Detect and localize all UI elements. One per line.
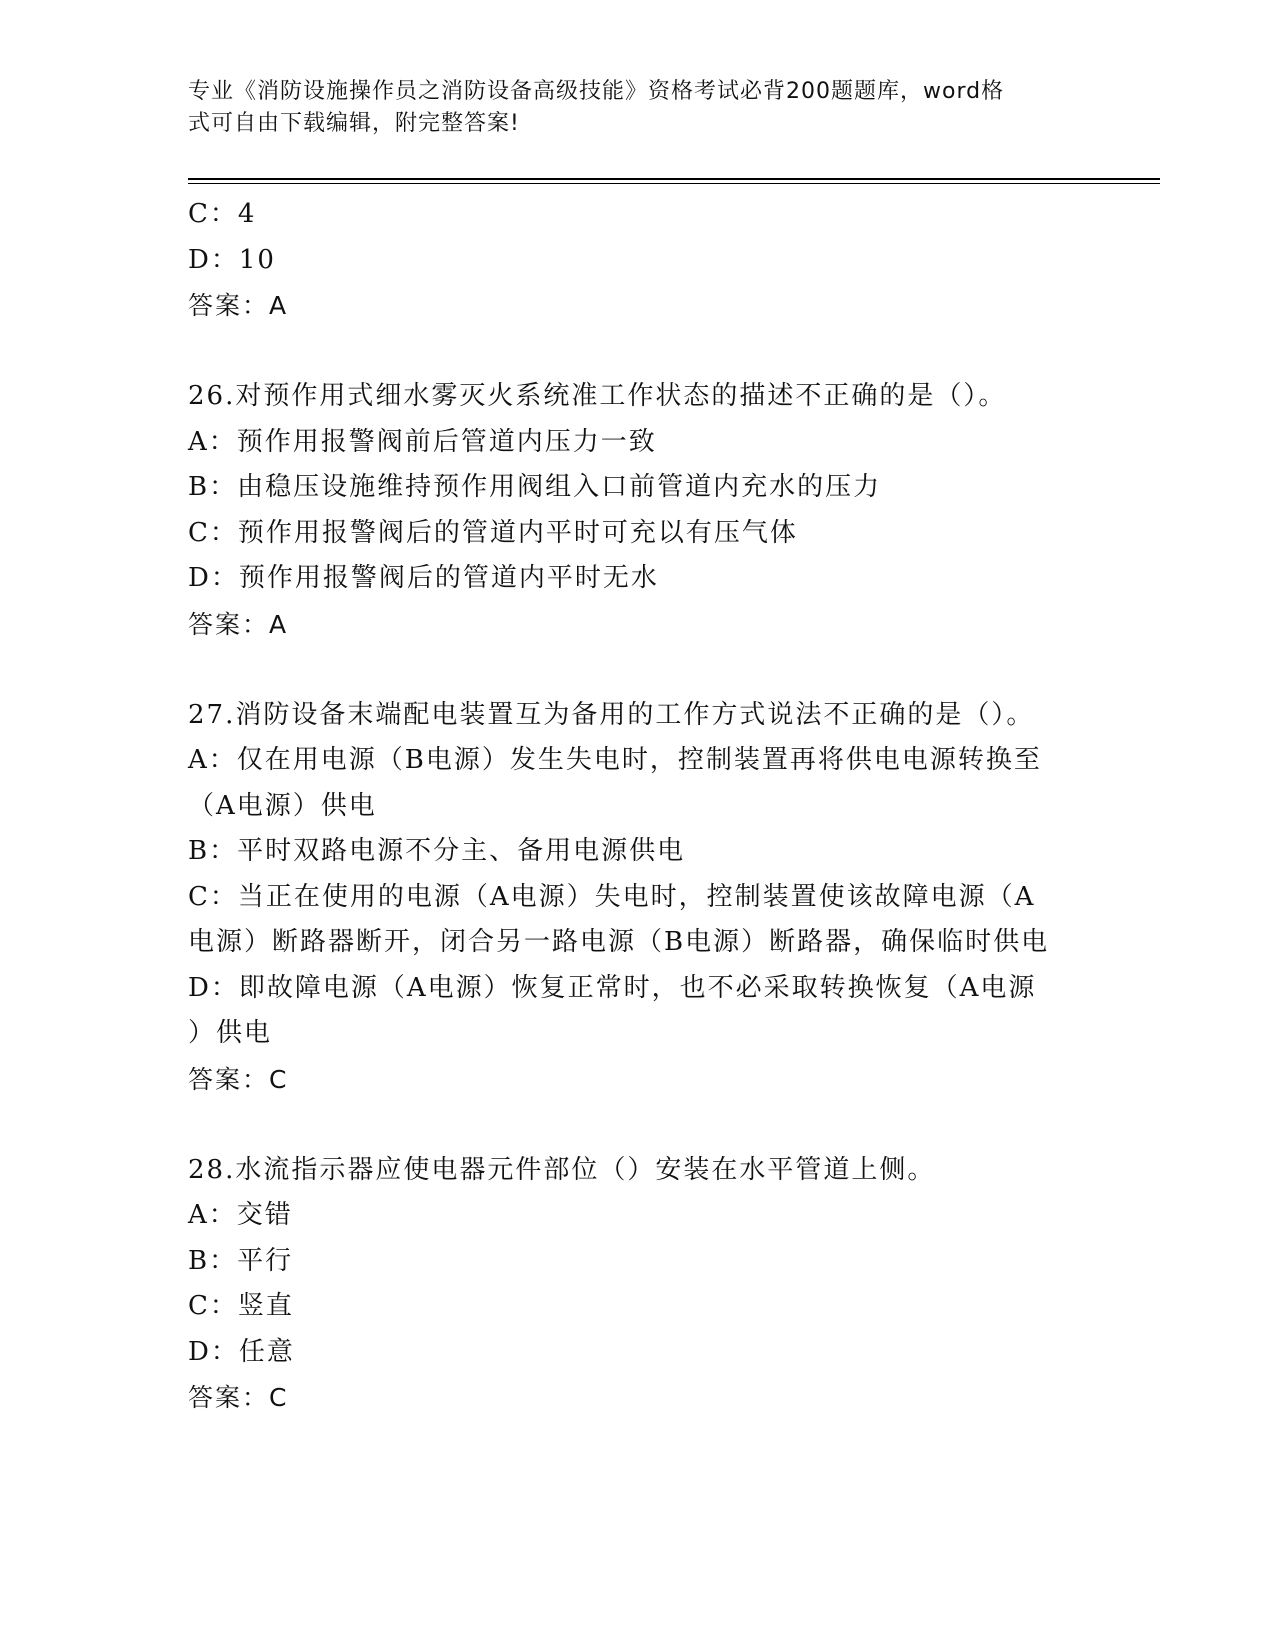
question-27 bbox=[188, 693, 1088, 1103]
document-header bbox=[188, 76, 1088, 140]
answer-line: 答案：A bbox=[188, 291, 289, 320]
option-a: A：交错 bbox=[188, 1200, 293, 1230]
option-d-continued: ）供电 bbox=[188, 1018, 273, 1048]
option-b: B：平行 bbox=[188, 1245, 294, 1276]
option-a-continued: （A电源）供电 bbox=[188, 790, 377, 821]
header-line-2: 式可自由下载编辑，附完整答案! bbox=[188, 111, 520, 136]
option-c: C：4 bbox=[188, 199, 257, 229]
question-stem: 28.水流指示器应使电器元件部位（）安装在水平管道上侧。 bbox=[188, 1154, 936, 1185]
header-divider-thick bbox=[188, 178, 1160, 180]
spacer bbox=[188, 647, 1088, 693]
spacer bbox=[188, 329, 1088, 375]
question-stem: 27.消防设备末端配电装置互为备用的工作方式说法不正确的是（）。 bbox=[188, 699, 1035, 730]
option-b: B：平时双路电源不分主、备用电源供电 bbox=[188, 836, 686, 866]
question-stem: 26.对预作用式细水雾灭火系统准工作状态的描述不正确的是（）。 bbox=[188, 381, 1007, 411]
header-divider-thin bbox=[188, 183, 1160, 184]
option-d: D：即故障电源（A电源）恢复正常时，也不必采取转换恢复（A电源 bbox=[188, 972, 1037, 1003]
question-list bbox=[188, 192, 1088, 1421]
question-25-tail bbox=[188, 192, 1088, 329]
answer-line: 答案：C bbox=[188, 1383, 289, 1412]
option-c-continued: 电源）断路器断开，闭合另一路电源（B电源）断路器，确保临时供电 bbox=[188, 927, 1050, 957]
header-line-1: 专业《消防设施操作员之消防设备高级技能》资格考试必背200题题库，word格 bbox=[188, 79, 1005, 104]
answer-line: 答案：C bbox=[188, 1064, 289, 1094]
option-b: B：由稳压设施维持预作用阀组入口前管道内充水的压力 bbox=[188, 472, 882, 502]
option-d: D：预作用报警阀后的管道内平时无水 bbox=[188, 563, 659, 593]
spacer bbox=[188, 1102, 1088, 1148]
question-26 bbox=[188, 374, 1088, 647]
option-c: C：竖直 bbox=[188, 1291, 294, 1321]
option-c: C：当正在使用的电源（A电源）失电时，控制装置使该故障电源（A bbox=[188, 881, 1036, 912]
question-28 bbox=[188, 1148, 1088, 1421]
answer-line: 答案：A bbox=[188, 609, 289, 639]
option-a: A：预作用报警阀前后管道内压力一致 bbox=[188, 426, 657, 457]
option-a: A：仅在用电源（B电源）发生失电时，控制装置再将供电电源转换至 bbox=[188, 745, 1042, 775]
option-d: D：任意 bbox=[188, 1336, 295, 1367]
option-d: D：10 bbox=[188, 244, 276, 275]
option-c: C：预作用报警阀后的管道内平时可充以有压气体 bbox=[188, 517, 798, 548]
